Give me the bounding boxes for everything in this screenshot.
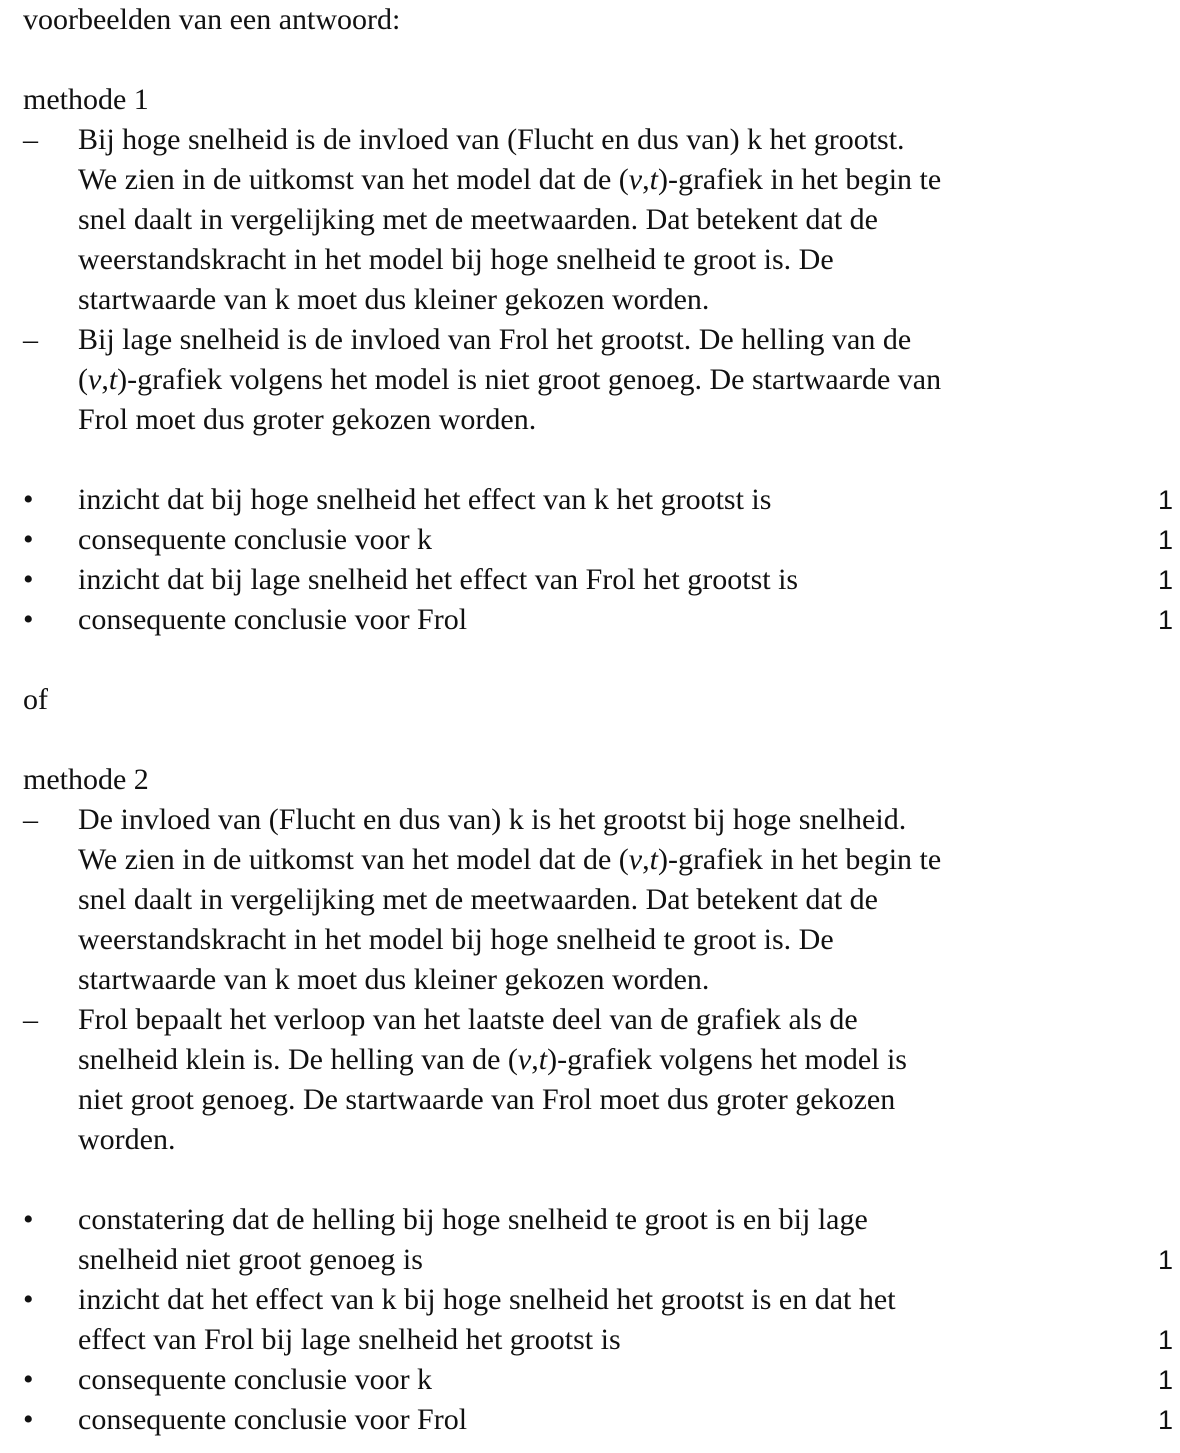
method-2-point-2	[23, 1000, 1173, 1160]
point-line: startwaarde van k moet dus kleiner gekozen worden.	[78, 283, 710, 316]
spacer	[23, 1160, 1173, 1200]
criterion-score: 1	[1157, 605, 1173, 635]
point-line: Frol moet dus groter gekozen worden.	[78, 403, 537, 436]
point-line: snel daalt in vergelijking met de meetwaarden. Dat betekent dat de	[78, 883, 878, 916]
answer-document	[23, 0, 1173, 1440]
point-line: De invloed van (Flucht en dus van) k is het grootst bij hoge snelheid.	[78, 803, 907, 836]
criterion-text: consequente conclusie voor Frol	[78, 1403, 468, 1436]
method-2-heading	[23, 760, 1173, 800]
dash-marker: –	[23, 323, 38, 356]
method-1-heading	[23, 80, 1173, 120]
method-1-heading-text: methode 1	[23, 83, 149, 116]
criterion-row	[23, 1400, 1173, 1440]
point-line: niet groot genoeg. De startwaarde van Frol moet dus groter gekozen	[78, 1083, 896, 1116]
method-1-point-2	[23, 320, 1173, 440]
criterion-row	[23, 480, 1173, 520]
point-line: snelheid klein is. De helling van de (v,t)-grafiek volgens het model is	[78, 1043, 907, 1076]
bullet-marker: •	[23, 1283, 34, 1316]
criterion-row	[23, 1200, 1173, 1280]
method-2-point-1	[23, 800, 1173, 1000]
point-line: worden.	[78, 1123, 176, 1156]
dash-marker: –	[23, 1003, 38, 1036]
criterion-text: constatering dat de helling bij hoge snelheid te groot is en bij lage	[78, 1203, 868, 1236]
spacer	[23, 40, 1173, 80]
intro-text: voorbeelden van een antwoord:	[23, 3, 401, 36]
method-2-criteria	[23, 1200, 1173, 1440]
criterion-score: 1	[1157, 485, 1173, 515]
point-line: We zien in de uitkomst van het model dat de (v,t)-grafiek in het begin te	[78, 843, 942, 876]
criterion-score: 1	[1157, 565, 1173, 595]
point-line: Bij hoge snelheid is de invloed van (Flucht en dus van) k het grootst.	[78, 123, 905, 156]
dash-marker: –	[23, 803, 38, 836]
point-line: snel daalt in vergelijking met de meetwaarden. Dat betekent dat de	[78, 203, 878, 236]
or-text: of	[23, 683, 48, 716]
spacer	[23, 640, 1173, 680]
bullet-marker: •	[23, 523, 34, 556]
dash-marker: –	[23, 123, 38, 156]
point-line: weerstandskracht in het model bij hoge snelheid te groot is. De	[78, 923, 834, 956]
point-line: We zien in de uitkomst van het model dat de (v,t)-grafiek in het begin te	[78, 163, 942, 196]
intro-line	[23, 0, 1173, 40]
method-1-criteria	[23, 480, 1173, 640]
criterion-row	[23, 560, 1173, 600]
criterion-text: effect van Frol bij lage snelheid het grootst is	[78, 1323, 621, 1356]
bullet-marker: •	[23, 1203, 34, 1236]
criterion-text: inzicht dat het effect van k bij hoge snelheid het grootst is en dat het	[78, 1283, 896, 1316]
spacer	[23, 720, 1173, 760]
point-line: weerstandskracht in het model bij hoge snelheid te groot is. De	[78, 243, 834, 276]
bullet-marker: •	[23, 603, 34, 636]
criterion-score: 1	[1157, 525, 1173, 555]
criterion-text: snelheid niet groot genoeg is	[78, 1243, 423, 1276]
criterion-text: inzicht dat bij hoge snelheid het effect van k het grootst is	[78, 483, 772, 516]
bullet-marker: •	[23, 1363, 34, 1396]
criterion-text: consequente conclusie voor Frol	[78, 603, 468, 636]
criterion-text: consequente conclusie voor k	[78, 1363, 433, 1396]
spacer	[23, 440, 1173, 480]
criterion-score: 1	[1157, 1245, 1173, 1275]
bullet-marker: •	[23, 563, 34, 596]
criterion-score: 1	[1157, 1365, 1173, 1395]
bullet-marker: •	[23, 483, 34, 516]
criterion-row	[23, 1280, 1173, 1360]
point-line: Bij lage snelheid is de invloed van Frol het grootst. De helling van de	[78, 323, 912, 356]
point-line: startwaarde van k moet dus kleiner gekozen worden.	[78, 963, 710, 996]
method-2-heading-text: methode 2	[23, 763, 149, 796]
criterion-row	[23, 520, 1173, 560]
point-line: Frol bepaalt het verloop van het laatste deel van de grafiek als de	[78, 1003, 858, 1036]
criterion-row	[23, 600, 1173, 640]
criterion-text: consequente conclusie voor k	[78, 523, 433, 556]
or-line	[23, 680, 1173, 720]
bullet-marker: •	[23, 1403, 34, 1436]
criterion-score: 1	[1157, 1325, 1173, 1355]
criterion-text: inzicht dat bij lage snelheid het effect van Frol het grootst is	[78, 563, 799, 596]
method-1-point-1	[23, 120, 1173, 320]
criterion-row	[23, 1360, 1173, 1400]
criterion-score: 1	[1157, 1405, 1173, 1435]
point-line: (v,t)-grafiek volgens het model is niet groot genoeg. De startwaarde van	[78, 363, 942, 396]
